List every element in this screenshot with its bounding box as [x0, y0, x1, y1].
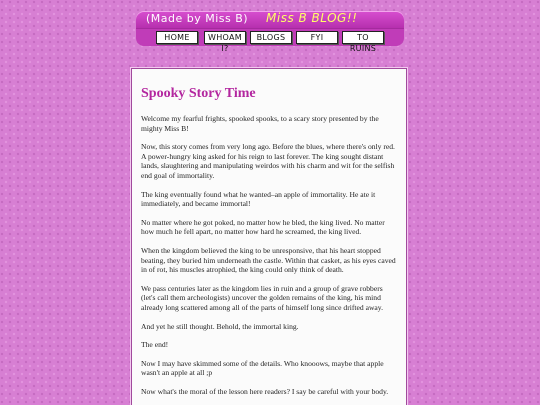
- post-paragraph: The end!: [141, 340, 169, 350]
- post-paragraph: And yet he still thought. Behold, the immortal king.: [141, 321, 299, 331]
- blog-title[interactable]: Miss B BLOG!!: [266, 11, 358, 25]
- nav-bar: [136, 28, 404, 53]
- nav-fyi-button[interactable]: FYI: [296, 31, 338, 44]
- nav-to-ruins-button[interactable]: TO RUINS: [342, 31, 384, 44]
- banner-header: [136, 11, 404, 28]
- post-panel: [131, 68, 407, 405]
- nav-home-button[interactable]: HOME: [156, 31, 198, 44]
- post-paragraph: Welcome my fearful frights, spooked spooks, to a scary story presented by the mighty Miss B!: [141, 114, 379, 133]
- post-paragraph: The king eventually found what he wanted–an apple of immortality. He ate it immediately, and became immortal!: [141, 189, 376, 209]
- post-paragraph: No matter where he got poked, no matter how he bled, the king lived. No matter how much he fell apart, no matter how hard he screamed, the king lived.: [141, 217, 385, 237]
- nav-whoami-button[interactable]: WHOAM I?: [204, 31, 246, 44]
- post-paragraph: When the kingdom believed the king to be unresponsive, that his heart stopped beating, they buried him underneath the castle. Within that casket, as his eyes caved in of rot, his muscles atrophied, the king could only think of death.: [141, 245, 396, 275]
- post-title: Spooky Story Time: [141, 86, 256, 101]
- post-paragraph: We pass centuries later as the kingdom lies in ruin and a group of grave robbers (let's call them archeologists) uncover the golden remains of the king, his mind already long scattered among all of the parts of himself long since drifted away.: [141, 283, 384, 312]
- post-paragraph: Now, this story comes from very long ago. Before the blues, where there's only red. A power-hungry king asked for his reign to last forever. The king sought distant lands, slaughtering and manipulating weirdos with his charm and wit for the selfish end goal of immortality.: [141, 142, 395, 180]
- blog-banner: [136, 11, 404, 53]
- post-paragraph: Now what's the moral of the lesson here readers? I say be careful with your body.: [141, 386, 389, 396]
- banner-tagline: (Made by Miss B): [146, 12, 249, 25]
- post-paragraph: Now I may have skimmed some of the details. Who knooows, maybe that apple wasn't an apple at all ;p: [141, 358, 384, 378]
- nav-blogs-button[interactable]: BLOGS: [250, 31, 292, 44]
